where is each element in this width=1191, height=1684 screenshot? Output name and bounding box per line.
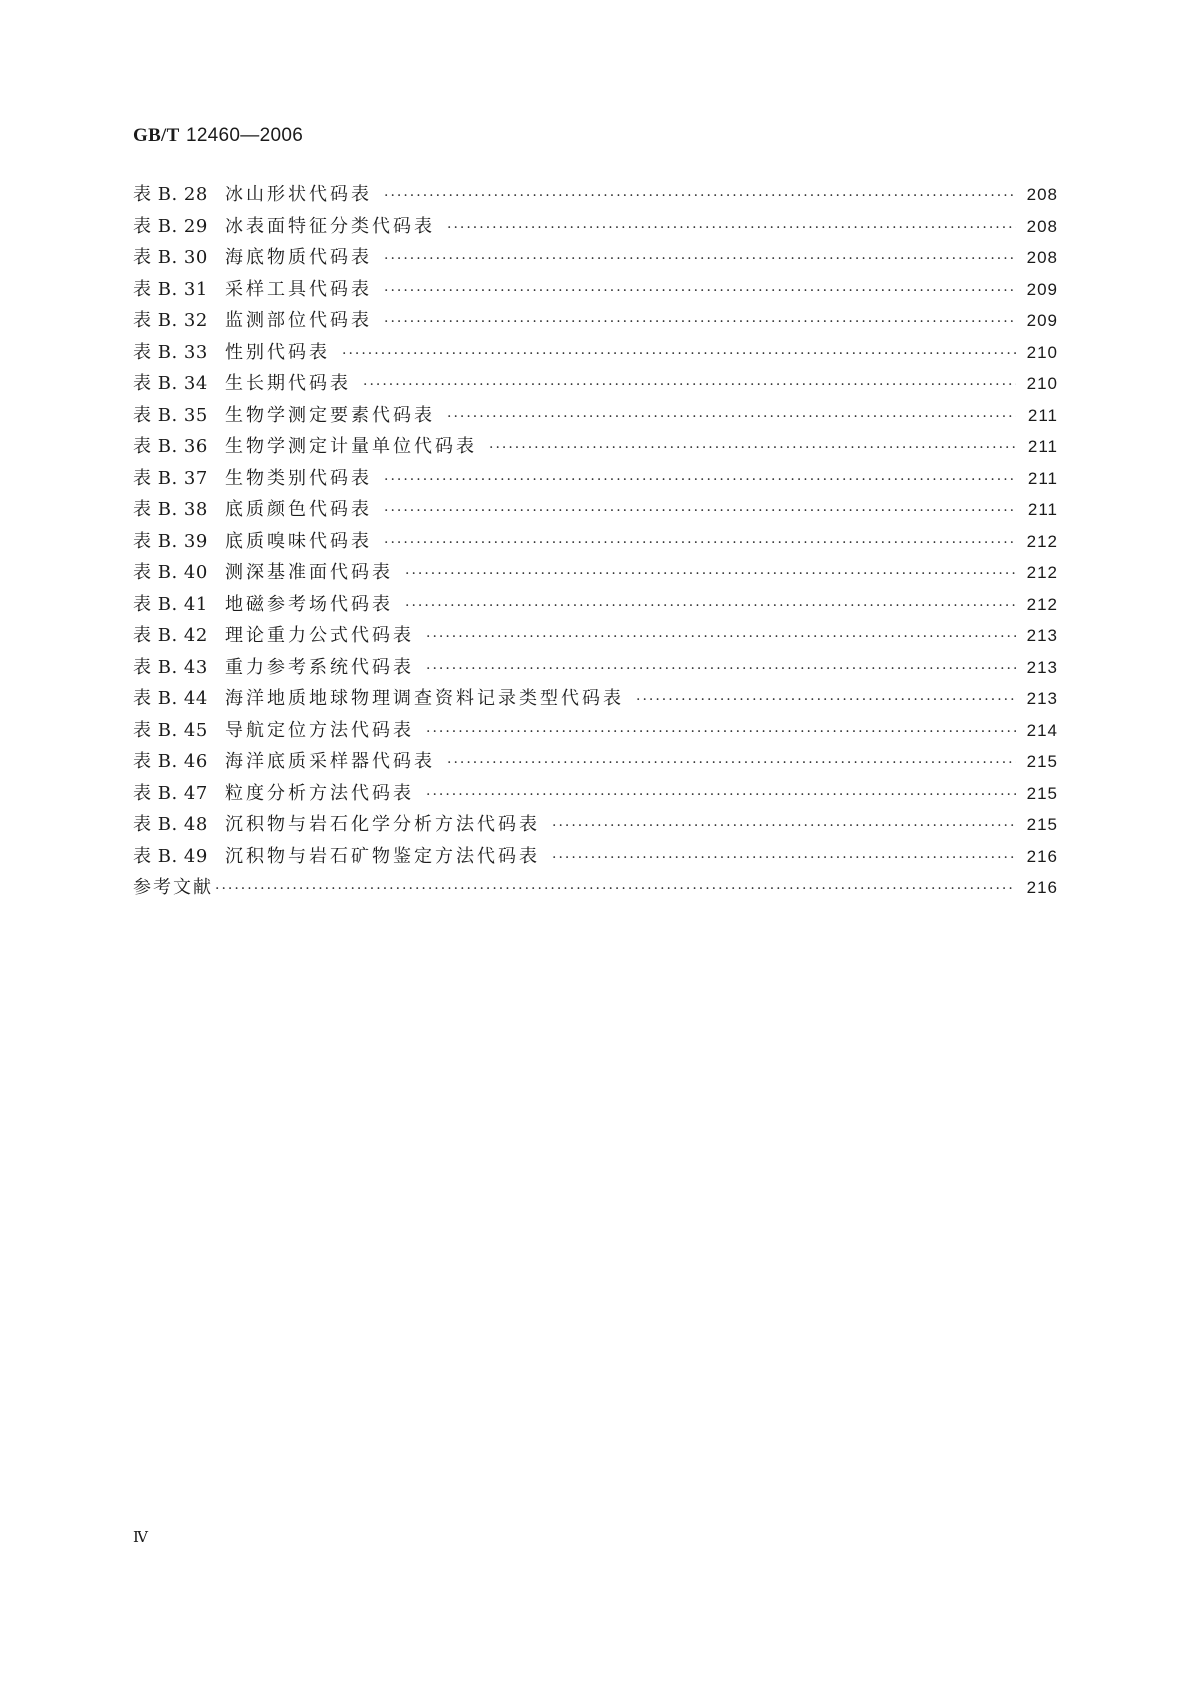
toc-entry-label: 表 B. 28	[133, 184, 208, 205]
toc-entry[interactable]	[133, 401, 1058, 433]
toc-entry[interactable]	[133, 779, 1058, 811]
toc-entry-page: 212	[1026, 563, 1058, 582]
leader-dots	[447, 409, 1016, 425]
toc-entry-label: 表 B. 43	[133, 656, 208, 678]
toc-entry-label: 表 B. 46	[133, 751, 208, 772]
toc-entry-label: 表 B. 44	[133, 688, 208, 709]
toc-entry-page: 213	[1026, 689, 1058, 708]
toc-entry-label: 表 B. 38	[133, 499, 208, 520]
toc-entry[interactable]	[133, 464, 1058, 496]
toc-entry-page: 215	[1026, 752, 1058, 771]
toc-entry-page: 211	[1027, 468, 1058, 488]
toc-entry-title: 冰表面特征分类代码表	[225, 215, 435, 237]
toc-entry-page: 210	[1026, 342, 1058, 362]
toc-entry-title: 粒度分析方法代码表	[225, 782, 414, 804]
toc-entry-page: 212	[1026, 531, 1058, 551]
toc-entry-title: 冰山形状代码表	[225, 184, 372, 205]
leader-dots	[636, 692, 1016, 708]
toc-entry-title: 海底物质代码表	[225, 247, 372, 268]
toc-entry[interactable]	[133, 558, 1058, 590]
toc-entry-title: 测深基准面代码表	[225, 562, 393, 583]
page-number: Ⅳ	[133, 1530, 148, 1546]
toc-entry-title: 沉积物与岩石化学分析方法代码表	[225, 814, 540, 835]
toc-entry-page: 211	[1027, 500, 1058, 519]
leader-dots	[447, 755, 1016, 771]
toc-entry-label: 表 B. 37	[133, 467, 208, 489]
toc-entry-page: 208	[1026, 216, 1058, 236]
toc-entry-title: 生物类别代码表	[225, 467, 372, 489]
toc-entry-page: 209	[1026, 279, 1058, 299]
toc-entry-page: 208	[1026, 248, 1058, 267]
toc-entry-label: 表 B. 31	[133, 278, 208, 300]
toc-entry-label: 表 B. 29	[133, 215, 208, 237]
leader-dots	[384, 188, 1016, 204]
toc-entry-title: 生物学测定要素代码表	[225, 404, 435, 426]
leader-dots	[489, 440, 1016, 456]
leader-dots	[215, 881, 1016, 897]
references-title: 参考文献	[133, 877, 213, 898]
toc-entry-label: 表 B. 34	[133, 373, 208, 394]
toc-entry-label: 表 B. 48	[133, 814, 208, 835]
leader-dots	[384, 503, 1016, 519]
standard-prefix: GB/T	[133, 125, 180, 146]
toc-entry[interactable]	[133, 810, 1058, 842]
toc-entry-title: 海洋底质采样器代码表	[225, 751, 435, 772]
toc-entry[interactable]	[133, 842, 1058, 874]
toc-entry-page: 211	[1027, 405, 1058, 425]
toc-entry[interactable]	[133, 306, 1058, 338]
toc-entry[interactable]	[133, 338, 1058, 370]
toc-entry-title: 底质嗅味代码表	[225, 530, 372, 552]
toc-entry-title: 性别代码表	[225, 341, 330, 363]
toc-entry-page: 215	[1026, 815, 1058, 834]
toc-entry[interactable]	[133, 590, 1058, 622]
toc-entry-page: 214	[1026, 720, 1058, 740]
toc-entry[interactable]	[133, 212, 1058, 244]
toc-entry[interactable]	[133, 275, 1058, 307]
document-code-header	[133, 124, 303, 147]
toc-entry[interactable]	[133, 684, 1058, 716]
leader-dots	[384, 251, 1016, 267]
toc-entry-label: 表 B. 42	[133, 625, 208, 646]
toc-entry-title: 生物学测定计量单位代码表	[225, 436, 477, 457]
leader-dots	[426, 661, 1016, 677]
toc-entry-label: 表 B. 35	[133, 404, 208, 426]
toc-entry[interactable]	[133, 243, 1058, 275]
leader-dots	[405, 566, 1016, 582]
toc-entry-page: 211	[1027, 437, 1058, 456]
toc-entry-label: 表 B. 39	[133, 530, 208, 552]
toc-entry-label: 表 B. 47	[133, 782, 208, 804]
toc-entry[interactable]	[133, 369, 1058, 401]
toc-entry[interactable]	[133, 527, 1058, 559]
toc-entry[interactable]	[133, 747, 1058, 779]
leader-dots	[426, 724, 1016, 740]
leader-dots	[363, 377, 1016, 393]
leader-dots	[405, 598, 1016, 614]
toc-entry-page: 215	[1026, 783, 1058, 803]
leader-dots	[447, 220, 1016, 236]
toc-entry-title: 地磁参考场代码表	[225, 593, 393, 615]
leader-dots	[384, 283, 1016, 299]
toc-entry[interactable]	[133, 432, 1058, 464]
toc-entry-label: 表 B. 40	[133, 562, 208, 583]
toc-entry-page: 213	[1026, 626, 1058, 645]
toc-entry-title: 采样工具代码表	[225, 278, 372, 300]
toc-entry-label: 表 B. 49	[133, 845, 208, 867]
toc-entry-page: 213	[1026, 657, 1058, 677]
toc-entry-title: 理论重力公式代码表	[225, 625, 414, 646]
toc-entry[interactable]	[133, 653, 1058, 685]
toc-entry-label: 表 B. 32	[133, 310, 208, 331]
table-of-contents	[133, 180, 1058, 905]
toc-entry-title: 生长期代码表	[225, 373, 351, 394]
leader-dots	[342, 346, 1016, 362]
toc-entry-title: 导航定位方法代码表	[225, 719, 414, 741]
toc-entry-title: 沉积物与岩石矿物鉴定方法代码表	[225, 845, 540, 867]
leader-dots	[384, 472, 1016, 488]
toc-entry-page: 209	[1026, 311, 1058, 330]
toc-entry[interactable]	[133, 716, 1058, 748]
toc-entry-title: 重力参考系统代码表	[225, 656, 414, 678]
leader-dots	[426, 629, 1016, 645]
toc-entry[interactable]	[133, 180, 1058, 212]
toc-entry-page: 212	[1026, 594, 1058, 614]
toc-entry-page: 208	[1026, 185, 1058, 204]
toc-entry-label: 表 B. 30	[133, 247, 208, 268]
toc-entry-references[interactable]	[133, 873, 1058, 905]
toc-entry-title: 监测部位代码表	[225, 310, 372, 331]
toc-entry-label: 表 B. 33	[133, 341, 208, 363]
leader-dots	[426, 787, 1016, 803]
toc-entry-title: 底质颜色代码表	[225, 499, 372, 520]
toc-entry-label: 表 B. 36	[133, 436, 208, 457]
toc-entry[interactable]	[133, 495, 1058, 527]
toc-entry-title: 海洋地质地球物理调查资料记录类型代码表	[225, 688, 624, 709]
toc-entry-label: 表 B. 45	[133, 719, 208, 741]
leader-dots	[384, 314, 1016, 330]
references-page: 216	[1026, 878, 1058, 897]
toc-entry-page: 210	[1026, 374, 1058, 393]
toc-entry-label: 表 B. 41	[133, 593, 208, 615]
leader-dots	[552, 818, 1016, 834]
leader-dots	[552, 850, 1016, 866]
toc-entry[interactable]	[133, 621, 1058, 653]
standard-number: 12460—2006	[185, 125, 304, 146]
toc-entry-page: 216	[1026, 846, 1058, 866]
leader-dots	[384, 535, 1016, 551]
